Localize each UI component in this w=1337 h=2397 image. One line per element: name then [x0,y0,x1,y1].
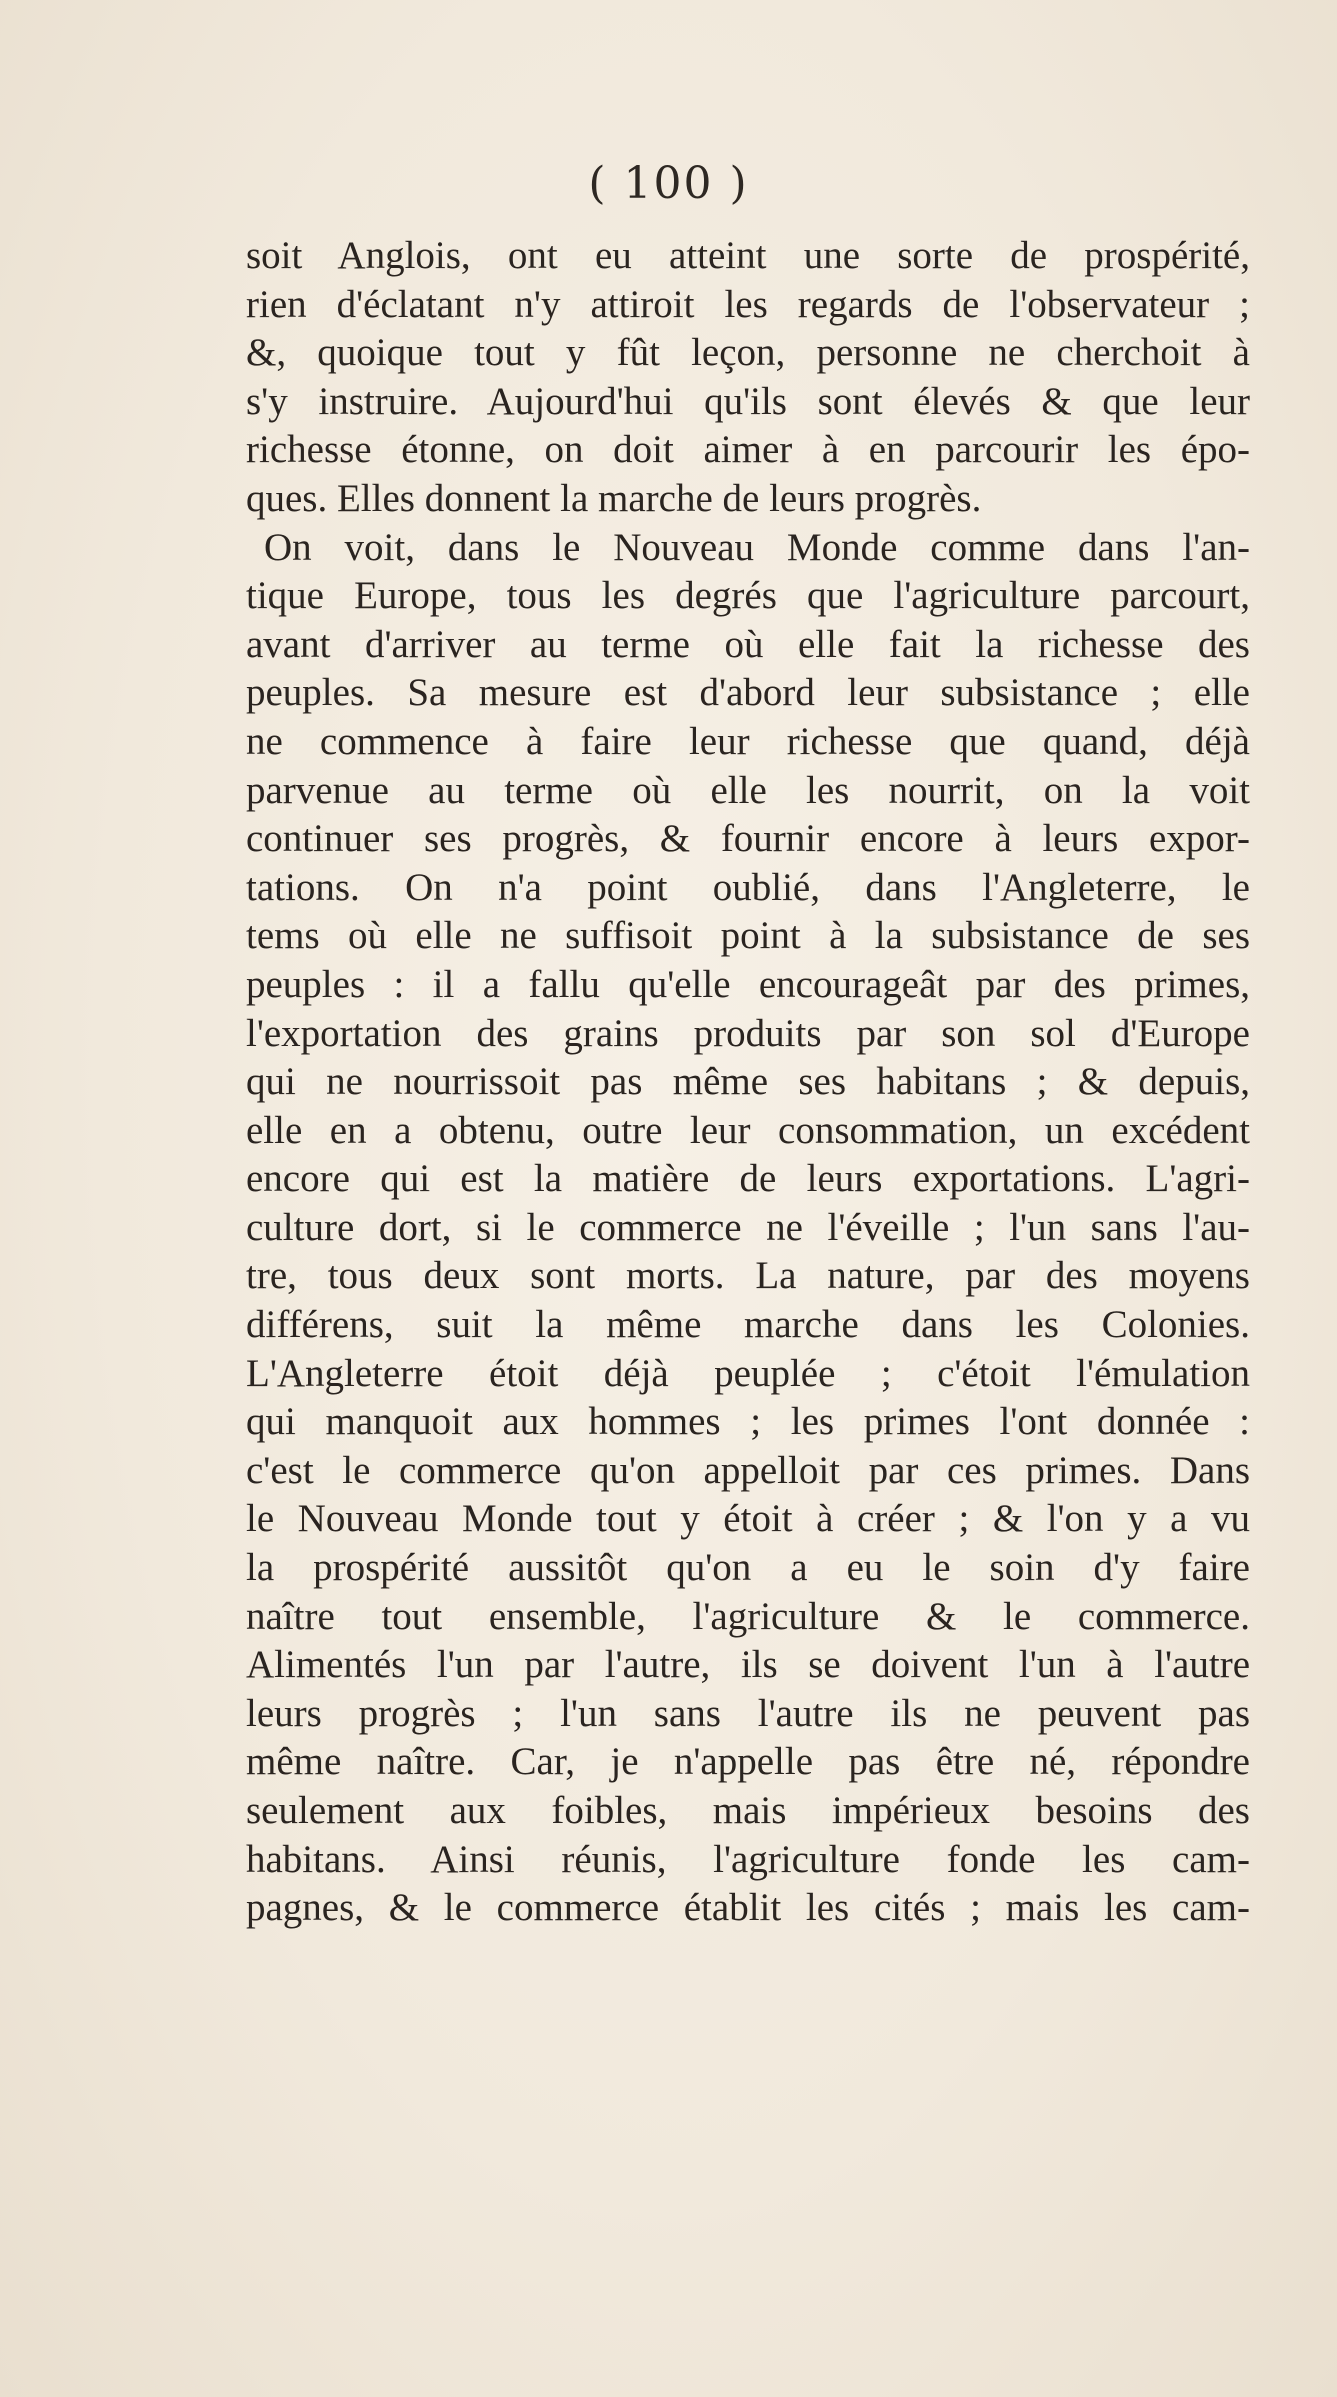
text-line: pagnes, & le commerce établit les cités ; mais les cam- [246,1886,1250,1930]
text-line: habitans. Ainsi réunis, l'agriculture fonde les cam- [246,1837,1250,1881]
text-line: l'exportation des grains produits par son sol d'Europe [246,1011,1250,1055]
text-line: le Nouveau Monde tout y étoit à créer ; & l'on y a vu [246,1497,1250,1541]
text-line: même naître. Car, je n'appelle pas être né, répondre [246,1740,1250,1784]
text-line: continuer ses progrès, & fournir encore à leurs expor- [246,817,1250,861]
text-line: richesse étonne, on doit aimer à en parcourir les épo- [246,428,1250,472]
text-line: elle en a obtenu, outre leur consommation, un excédent [246,1108,1250,1152]
text-line: qui manquoit aux hommes ; les primes l'ont donnée : [246,1400,1250,1444]
text-line: encore qui est la matière de leurs exportations. L'agri- [246,1157,1250,1201]
body-text [246,232,1250,1933]
text-line: soit Anglois, ont eu atteint une sorte de prospérité, [246,234,1250,277]
page-number: ( 100 ) [588,158,749,209]
text-line: la prospérité aussitôt qu'on a eu le soin d'y faire [246,1546,1250,1590]
text-line: tre, tous deux sont morts. La nature, par des moyens [246,1254,1250,1298]
text-line: leurs progrès ; l'un sans l'autre ils ne peuvent pas [246,1691,1250,1735]
text-line: tique Europe, tous les degrés que l'agriculture parcourt, [246,574,1250,618]
text-line: ne commence à faire leur richesse que quand, déjà [246,719,1250,763]
text-line: rien d'éclatant n'y attiroit les regards de l'observateur ; [246,282,1250,326]
text-line: c'est le commerce qu'on appelloit par ces primes. Dans [246,1448,1250,1492]
text-line: parvenue au terme où elle les nourrit, on la voit [246,768,1250,812]
text-line: peuples : il a fallu qu'elle encourageât par des primes, [246,962,1250,1006]
text-line: tations. On n'a point oublié, dans l'Angleterre, le [246,865,1250,909]
text-line: qui ne nourrissoit pas même ses habitans ; & depuis, [246,1060,1250,1104]
text-line: s'y instruire. Aujourd'hui qu'ils sont élevés & que leur [246,379,1250,423]
text-line: tems où elle ne suffisoit point à la subsistance de ses [246,914,1250,958]
text-line: &, quoique tout y fût leçon, personne ne cherchoit à [246,331,1250,375]
text-line: Alimentés l'un par l'autre, ils se doivent l'un à l'autre [246,1643,1250,1687]
text-line: naître tout ensemble, l'agriculture & le commerce. [246,1594,1250,1638]
text-line: avant d'arriver au terme où elle fait la richesse des [246,622,1250,666]
text-line: peuples. Sa mesure est d'abord leur subsistance ; elle [246,671,1250,715]
text-line: ques. Elles donnent la marche de leurs progrès. [246,476,982,520]
text-line: L'Angleterre étoit déjà peuplée ; c'étoit l'émulation [246,1351,1250,1395]
paragraph-start-line: On voit, dans le Nouveau Monde comme dans l'an- [264,525,1250,569]
text-line: seulement aux foibles, mais impérieux besoins des [246,1789,1250,1832]
text-line: culture dort, si le commerce ne l'éveille ; l'un sans l'au- [246,1205,1250,1249]
text-line: différens, suit la même marche dans les Colonies. [246,1303,1250,1347]
